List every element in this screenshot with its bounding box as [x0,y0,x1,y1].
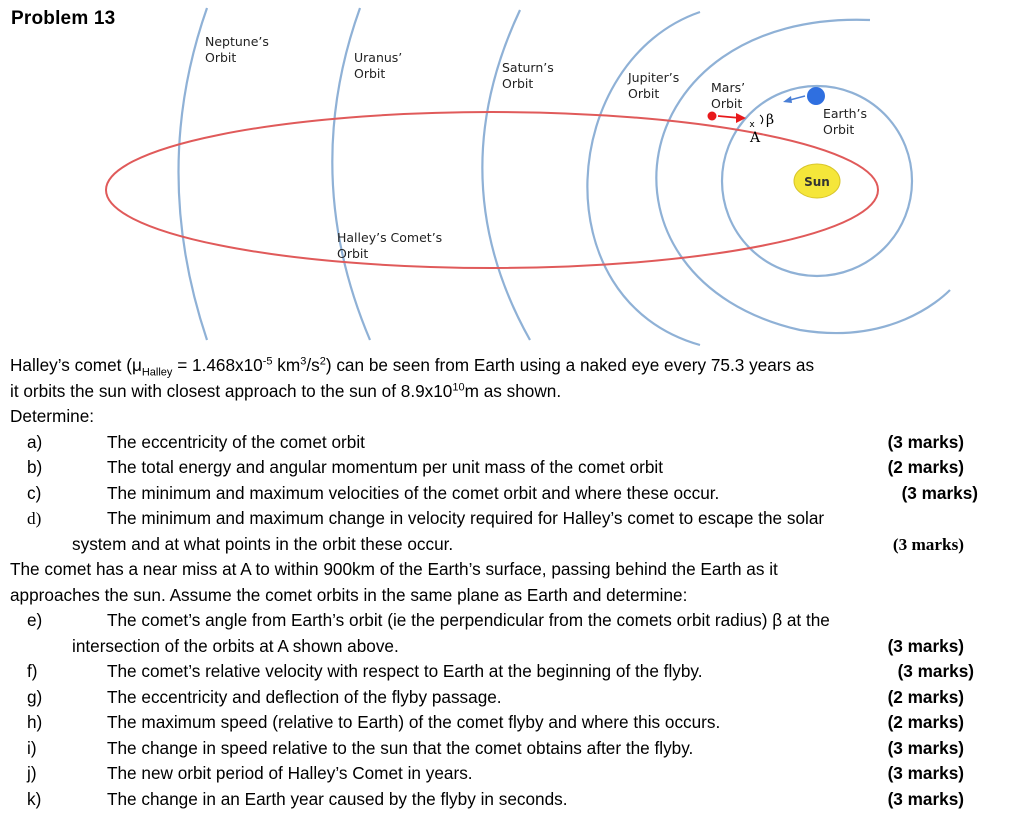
question-marks: (3 marks) [897,661,974,681]
question-d [10,506,1020,532]
earth-label-2: Orbit [823,122,855,137]
mars-label-2: Orbit [711,96,743,111]
question-text: The eccentricity and deflection of the flyby passage. [107,686,502,707]
question-text: The eccentricity of the comet orbit [107,431,365,452]
question-letter: g) [27,686,43,707]
question-d-continued: system and at what points in the orbit these occur. (3 marks) [10,532,1020,558]
jupiter-label-1: Jupiter’s [628,70,680,85]
question-letter: j) [27,763,37,783]
question-text: The comet’s relative velocity with respect to Earth at the beginning of the flyby. [107,661,703,681]
point-a-label: A [750,130,761,146]
question-letter: c) [27,482,42,503]
question-text: The minimum and maximum change in velocity required for Halley’s comet to escape the solar [107,508,825,528]
question-marks: (3 marks) [901,482,978,503]
question-letter: f) [27,661,38,681]
uranus-label-1: Uranus’ [354,50,403,65]
intro-line-2: it orbits the sun with closest approach to the sun of $8.9x10^{10}m$ as shown. [10,380,562,401]
question-k [10,787,1020,813]
middle-line-1: The comet has a near miss at A to within 900km of the Earth’s surface, passing behind the Earth as it [10,559,778,579]
beta-angle-arc [760,115,763,124]
jupiter-orbit [587,12,700,345]
saturn-label-2: Orbit [502,76,534,91]
question-j [10,761,1020,787]
question-marks: (3 marks) [887,635,964,656]
question-e [10,608,1020,634]
earth [807,87,825,105]
saturn-label-1: Saturn’s [502,60,554,75]
question-marks: (3 marks) [892,534,964,554]
neptune-label-2: Orbit [205,50,237,65]
question-text: The change in an Earth year caused by the flyby in seconds. [107,788,568,809]
neptune-label-1: Neptune’s [205,34,269,49]
uranus-label-2: Orbit [354,66,386,81]
jupiter-label-2: Orbit [628,86,660,101]
question-h [10,710,1020,736]
halley-label-2: Orbit [337,246,369,261]
comet-arrow-head [736,113,746,123]
question-text: The new orbit period of Halley’s Comet in years. [107,763,473,783]
question-letter: h) [27,712,43,732]
question-a [10,430,1020,456]
middle-line-2: approaches the sun. Assume the comet orbits in the same plane as Earth and determine: [10,584,688,605]
question-g [10,685,1020,711]
earth-label-1: Earth’s [823,106,868,121]
question-marks: (2 marks) [887,457,964,477]
question-f [10,659,1020,685]
point-x-mark: x [749,120,755,130]
question-c [10,481,1020,507]
question-marks: (2 marks) [887,686,964,707]
question-e-continued: intersection of the orbits at A shown above. (3 marks) [10,634,1020,660]
earth-arrow-head [783,96,792,103]
question-b [10,455,1020,481]
question-text: The maximum speed (relative to Earth) of the comet flyby and where this occurs. [107,712,721,732]
question-marks: (3 marks) [887,763,964,783]
question-marks: (3 marks) [887,788,964,809]
problem-title: Problem 13 [11,8,116,29]
determine-label: Determine: [10,406,95,426]
orbit-diagram [0,0,1024,350]
question-letter: k) [27,788,42,809]
neptune-orbit [179,8,208,340]
question-letter: d) [27,509,42,528]
question-letter: a) [27,431,43,452]
question-marks: (3 marks) [887,431,964,452]
question-letter: b) [27,457,43,477]
question-text: The comet’s angle from Earth’s orbit (ie the perpendicular from the comets orbit radius) β at the [107,610,830,630]
question-marks: (3 marks) [887,737,964,758]
beta-label: β [766,112,775,128]
question-i [10,736,1020,762]
comet [708,112,717,121]
problem-text [10,353,1020,812]
question-text: The change in speed relative to the sun that the comet obtains after the flyby. [107,737,694,758]
question-text: The minimum and maximum velocities of the comet orbit and where these occur. [107,482,720,503]
mars-label-1: Mars’ [711,80,746,95]
question-marks: (2 marks) [887,712,964,732]
question-letter: i) [27,737,37,758]
intro-line-1: Halley’s comet ($\mu_{Halley} = 1.468x10^{-5}$ $km^3/s^2$) can be seen from Earth using a naked eye every 75.3 years as [10,355,815,379]
question-text: The total energy and angular momentum per unit mass of the comet orbit [107,457,664,477]
sun-label: Sun [804,175,830,189]
halley-label-1: Halley’s Comet’s [337,230,443,245]
question-letter: e) [27,610,43,630]
